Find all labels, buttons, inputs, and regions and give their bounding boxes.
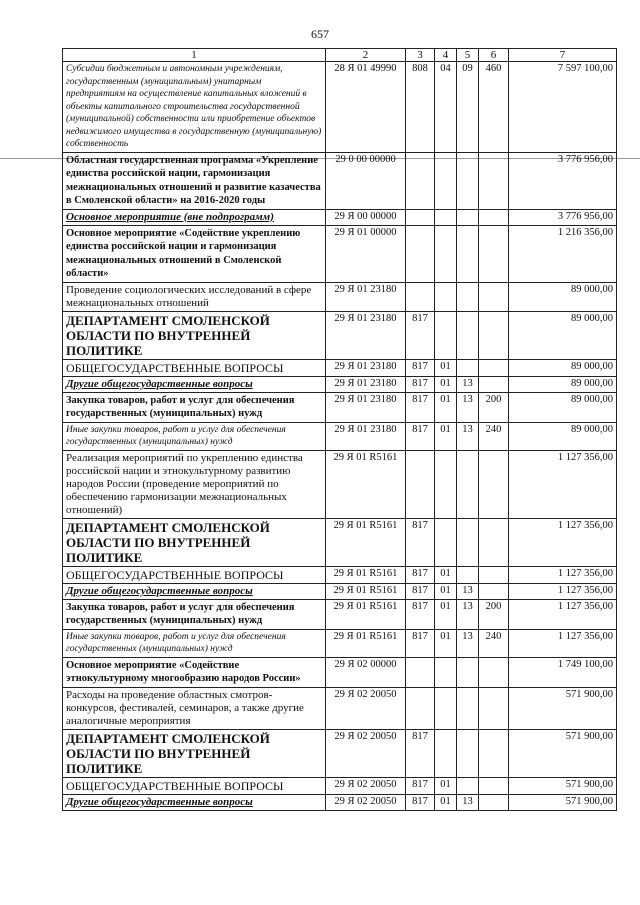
row-name: ДЕПАРТАМЕНТ СМОЛЕНСКОЙ ОБЛАСТИ ПО ВНУТРЕННЕЙ ПОЛИТИКЕ <box>63 518 326 566</box>
row-expense-type-code <box>479 777 509 794</box>
row-amount: 571 900,00 <box>509 777 617 794</box>
row-amount: 571 900,00 <box>509 687 617 729</box>
row-dept-code <box>406 152 435 209</box>
table-row <box>63 583 617 599</box>
table-row <box>63 311 617 359</box>
row-amount: 1 127 356,00 <box>509 566 617 583</box>
row-amount: 1 216 356,00 <box>509 225 617 282</box>
row-amount: 1 127 356,00 <box>509 599 617 629</box>
row-name: ОБЩЕГОСУДАРСТВЕННЫЕ ВОПРОСЫ <box>63 777 326 794</box>
row-amount: 89 000,00 <box>509 392 617 422</box>
row-subsection-code <box>457 657 479 687</box>
row-target-code: 29 Я 01 R5161 <box>326 566 406 583</box>
row-target-code: 29 Я 01 23180 <box>326 392 406 422</box>
row-target-code: 29 0 00 00000 <box>326 152 406 209</box>
row-expense-type-code <box>479 566 509 583</box>
row-target-code: 29 Я 01 R5161 <box>326 583 406 599</box>
row-dept-code: 817 <box>406 518 435 566</box>
row-name: Расходы на проведение областных смотров-конкурсов, фестивалей, семинаров, а также другие аналогичные мероприятия <box>63 687 326 729</box>
row-expense-type-code <box>479 311 509 359</box>
row-subsection-code <box>457 311 479 359</box>
header-col-5: 5 <box>457 49 479 62</box>
row-name: Закупка товаров, работ и услуг для обеспечения государственных (муниципальных) нужд <box>63 392 326 422</box>
table-row <box>63 209 617 225</box>
row-name: ДЕПАРТАМЕНТ СМОЛЕНСКОЙ ОБЛАСТИ ПО ВНУТРЕННЕЙ ПОЛИТИКЕ <box>63 311 326 359</box>
row-target-code: 29 Я 01 23180 <box>326 282 406 311</box>
row-expense-type-code <box>479 209 509 225</box>
table-row <box>63 566 617 583</box>
row-dept-code: 817 <box>406 629 435 657</box>
row-section-code: 04 <box>435 62 457 153</box>
row-name: Проведение социологических исследований в сфере межнациональных отношений <box>63 282 326 311</box>
row-target-code: 29 Я 01 23180 <box>326 311 406 359</box>
table-row <box>63 777 617 794</box>
header-row <box>63 49 617 62</box>
row-section-code: 01 <box>435 583 457 599</box>
table-row <box>63 657 617 687</box>
row-section-code: 01 <box>435 422 457 450</box>
row-section-code <box>435 518 457 566</box>
row-expense-type-code <box>479 282 509 311</box>
row-name: Другие общегосударственные вопросы <box>63 376 326 392</box>
row-subsection-code <box>457 777 479 794</box>
row-dept-code <box>406 450 435 518</box>
row-subsection-code: 09 <box>457 62 479 153</box>
row-dept-code: 817 <box>406 376 435 392</box>
row-expense-type-code: 240 <box>479 422 509 450</box>
row-name: Закупка товаров, работ и услуг для обеспечения государственных (муниципальных) нужд <box>63 599 326 629</box>
row-name: Другие общегосударственные вопросы <box>63 583 326 599</box>
table-row <box>63 152 617 209</box>
row-subsection-code: 13 <box>457 794 479 810</box>
row-amount: 7 597 100,00 <box>509 62 617 153</box>
row-dept-code: 817 <box>406 729 435 777</box>
row-subsection-code <box>457 566 479 583</box>
row-amount: 571 900,00 <box>509 794 617 810</box>
row-name: Основное мероприятие «Содействие укреплению единства российской нации и гармонизация межнациональных отношений в Смоленской области» <box>63 225 326 282</box>
row-subsection-code: 13 <box>457 376 479 392</box>
row-amount: 1 127 356,00 <box>509 450 617 518</box>
table-row <box>63 62 617 153</box>
row-target-code: 29 Я 01 R5161 <box>326 518 406 566</box>
row-target-code: 29 Я 02 00000 <box>326 657 406 687</box>
row-dept-code: 817 <box>406 566 435 583</box>
row-expense-type-code <box>479 225 509 282</box>
table-row <box>63 599 617 629</box>
row-expense-type-code: 460 <box>479 62 509 153</box>
row-target-code: 29 Я 01 23180 <box>326 422 406 450</box>
header-col-4: 4 <box>435 49 457 62</box>
budget-table <box>62 48 617 811</box>
row-dept-code <box>406 225 435 282</box>
row-section-code <box>435 225 457 282</box>
row-name: Основное мероприятие «Содействие этнокультурному многообразию народов России» <box>63 657 326 687</box>
row-section-code: 01 <box>435 599 457 629</box>
page-number: 657 <box>311 27 329 41</box>
row-target-code: 29 Я 01 R5161 <box>326 450 406 518</box>
row-subsection-code <box>457 209 479 225</box>
row-subsection-code <box>457 359 479 376</box>
row-dept-code: 817 <box>406 392 435 422</box>
row-subsection-code: 13 <box>457 422 479 450</box>
row-dept-code: 817 <box>406 777 435 794</box>
row-expense-type-code <box>479 583 509 599</box>
row-amount: 89 000,00 <box>509 359 617 376</box>
row-name: Иные закупки товаров, работ и услуг для обеспечения государственных (муниципальных) нужд <box>63 629 326 657</box>
row-dept-code <box>406 209 435 225</box>
row-name: Другие общегосударственные вопросы <box>63 794 326 810</box>
row-name: Областная государственная программа «Укрепление единства российской нации, гармонизация межнациональных отношений и развитие казачества в Смоленской области» на 2016-2020 годы <box>63 152 326 209</box>
row-amount: 89 000,00 <box>509 311 617 359</box>
row-target-code: 29 Я 01 R5161 <box>326 599 406 629</box>
row-dept-code: 817 <box>406 599 435 629</box>
row-expense-type-code <box>479 376 509 392</box>
table-body <box>63 62 617 811</box>
row-amount: 89 000,00 <box>509 422 617 450</box>
table-row <box>63 729 617 777</box>
row-subsection-code: 13 <box>457 599 479 629</box>
row-section-code <box>435 657 457 687</box>
row-amount: 1 127 356,00 <box>509 629 617 657</box>
row-amount: 571 900,00 <box>509 729 617 777</box>
row-section-code: 01 <box>435 376 457 392</box>
row-dept-code: 817 <box>406 359 435 376</box>
table-row <box>63 392 617 422</box>
row-section-code: 01 <box>435 392 457 422</box>
row-expense-type-code <box>479 152 509 209</box>
table-row <box>63 282 617 311</box>
header-col-2: 2 <box>326 49 406 62</box>
row-name: Реализация мероприятий по укреплению единства российской нации и этнокультурному развитию народов России (проведение мероприятий по обеспечению гармонизации межнациональных отношений) <box>63 450 326 518</box>
row-section-code <box>435 282 457 311</box>
row-expense-type-code <box>479 794 509 810</box>
row-subsection-code: 13 <box>457 583 479 599</box>
row-expense-type-code <box>479 687 509 729</box>
row-target-code: 29 Я 02 20050 <box>326 729 406 777</box>
row-amount: 1 749 100,00 <box>509 657 617 687</box>
row-target-code: 28 Я 01 49990 <box>326 62 406 153</box>
row-target-code: 29 Я 01 23180 <box>326 359 406 376</box>
row-target-code: 29 Я 02 20050 <box>326 777 406 794</box>
row-dept-code: 817 <box>406 794 435 810</box>
row-name: ДЕПАРТАМЕНТ СМОЛЕНСКОЙ ОБЛАСТИ ПО ВНУТРЕННЕЙ ПОЛИТИКЕ <box>63 729 326 777</box>
row-expense-type-code: 200 <box>479 599 509 629</box>
row-dept-code: 817 <box>406 311 435 359</box>
row-amount: 1 127 356,00 <box>509 583 617 599</box>
row-amount: 89 000,00 <box>509 376 617 392</box>
row-subsection-code <box>457 282 479 311</box>
row-name: Субсидии бюджетным и автономным учреждениям, государственным (муниципальным) унитарным предприятиям на осуществление капитальных вложений в объекты капитального строительства государственной (муниципальной) собственности или приобретение объектов недвижимого имущества в государственную (муниципальную) собственность <box>63 62 326 153</box>
table-row <box>63 359 617 376</box>
row-subsection-code <box>457 152 479 209</box>
table-row <box>63 225 617 282</box>
row-dept-code <box>406 282 435 311</box>
row-amount: 89 000,00 <box>509 282 617 311</box>
row-name: Основное мероприятие (вне подпрограмм) <box>63 209 326 225</box>
row-name: Иные закупки товаров, работ и услуг для обеспечения государственных (муниципальных) нужд <box>63 422 326 450</box>
row-subsection-code <box>457 225 479 282</box>
row-amount: 1 127 356,00 <box>509 518 617 566</box>
row-target-code: 29 Я 01 23180 <box>326 376 406 392</box>
row-target-code: 29 Я 02 20050 <box>326 794 406 810</box>
row-dept-code: 808 <box>406 62 435 153</box>
table-row <box>63 376 617 392</box>
row-subsection-code: 13 <box>457 629 479 657</box>
row-section-code <box>435 152 457 209</box>
row-amount: 3 776 956,00 <box>509 209 617 225</box>
row-section-code <box>435 311 457 359</box>
row-target-code: 29 Я 01 R5161 <box>326 629 406 657</box>
row-expense-type-code <box>479 518 509 566</box>
row-subsection-code <box>457 687 479 729</box>
row-expense-type-code: 200 <box>479 392 509 422</box>
row-subsection-code <box>457 450 479 518</box>
table-row <box>63 450 617 518</box>
row-target-code: 29 Я 01 00000 <box>326 225 406 282</box>
row-name: ОБЩЕГОСУДАРСТВЕННЫЕ ВОПРОСЫ <box>63 359 326 376</box>
row-dept-code: 817 <box>406 583 435 599</box>
row-amount: 3 776 956,00 <box>509 152 617 209</box>
row-expense-type-code: 240 <box>479 629 509 657</box>
header-col-6: 6 <box>479 49 509 62</box>
row-section-code: 01 <box>435 794 457 810</box>
row-subsection-code <box>457 518 479 566</box>
table-row <box>63 518 617 566</box>
row-section-code: 01 <box>435 629 457 657</box>
row-section-code <box>435 729 457 777</box>
row-name: ОБЩЕГОСУДАРСТВЕННЫЕ ВОПРОСЫ <box>63 566 326 583</box>
row-subsection-code <box>457 729 479 777</box>
row-section-code <box>435 209 457 225</box>
row-section-code: 01 <box>435 777 457 794</box>
row-section-code: 01 <box>435 566 457 583</box>
row-expense-type-code <box>479 729 509 777</box>
row-dept-code <box>406 687 435 729</box>
table-row <box>63 794 617 810</box>
row-section-code <box>435 687 457 729</box>
row-dept-code <box>406 657 435 687</box>
row-dept-code: 817 <box>406 422 435 450</box>
header-col-7: 7 <box>509 49 617 62</box>
header-col-3: 3 <box>406 49 435 62</box>
header-col-1: 1 <box>63 49 326 62</box>
row-target-code: 29 Я 02 20050 <box>326 687 406 729</box>
row-section-code: 01 <box>435 359 457 376</box>
row-expense-type-code <box>479 657 509 687</box>
table-row <box>63 629 617 657</box>
row-subsection-code: 13 <box>457 392 479 422</box>
table-row <box>63 687 617 729</box>
row-expense-type-code <box>479 450 509 518</box>
table-row <box>63 422 617 450</box>
row-section-code <box>435 450 457 518</box>
row-target-code: 29 Я 00 00000 <box>326 209 406 225</box>
row-expense-type-code <box>479 359 509 376</box>
